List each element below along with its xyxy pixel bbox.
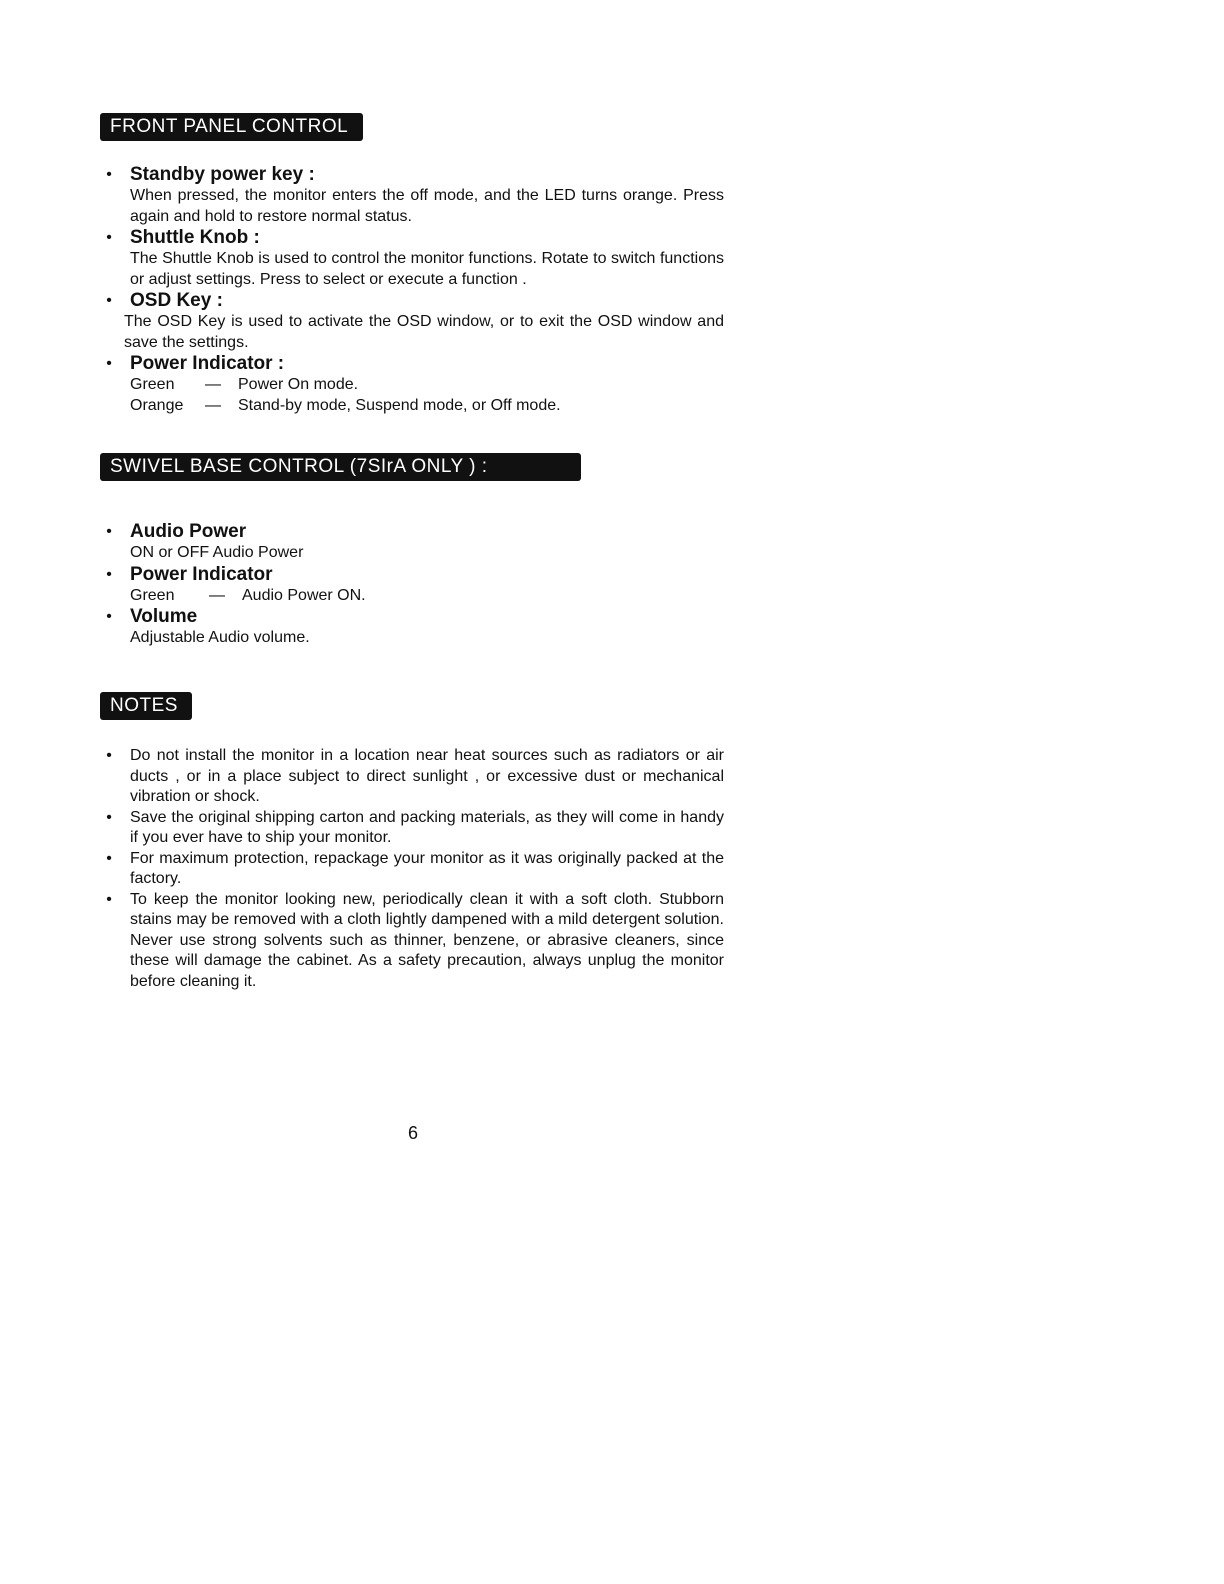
indicator-label: Orange bbox=[130, 396, 184, 414]
list-item-note bbox=[104, 890, 724, 993]
swivel-base-list bbox=[104, 521, 724, 649]
indicator-desc: Audio Power ON. bbox=[242, 586, 366, 604]
bullet-icon: • bbox=[106, 890, 112, 908]
item-title: Power Indicator bbox=[130, 563, 273, 585]
dash: — bbox=[209, 586, 225, 604]
bullet-icon: • bbox=[106, 849, 112, 867]
note-text: Save the original shipping carton and packing materials, as they will come in handy if you ever have to ship your monitor. bbox=[130, 808, 724, 846]
dash: — bbox=[205, 396, 221, 414]
item-text: ON or OFF Audio Power bbox=[130, 544, 304, 561]
section-header-front-panel: FRONT PANEL CONTROL bbox=[100, 113, 363, 141]
section-header-swivel-base: SWIVEL BASE CONTROL (7SIrA ONLY ) : bbox=[100, 453, 581, 481]
indicator-row bbox=[130, 375, 724, 396]
bullet-icon: • bbox=[106, 808, 112, 826]
list-item-standby bbox=[104, 164, 724, 227]
page-number: 6 bbox=[407, 1123, 418, 1143]
indicator-desc: Power On mode. bbox=[238, 376, 359, 393]
item-title: OSD Key : bbox=[130, 290, 223, 311]
list-item-volume bbox=[104, 606, 724, 649]
item-title: Volume bbox=[130, 606, 198, 627]
list-item-power-indicator bbox=[104, 564, 724, 607]
section-header-notes: NOTES bbox=[100, 692, 192, 720]
bullet-icon: • bbox=[106, 292, 112, 309]
list-item-note bbox=[104, 808, 724, 849]
bullet-icon: • bbox=[106, 166, 112, 183]
item-title: Power Indicator : bbox=[130, 353, 285, 374]
bullet-icon: • bbox=[106, 747, 112, 764]
list-item-audio-power bbox=[104, 521, 724, 564]
indicator-row bbox=[130, 396, 724, 417]
item-text: Adjustable Audio volume. bbox=[130, 629, 310, 646]
indicator-row bbox=[130, 586, 724, 607]
bullet-icon: • bbox=[106, 565, 112, 583]
bullet-icon: • bbox=[106, 523, 112, 540]
list-item-note bbox=[104, 849, 724, 890]
item-title: Audio Power bbox=[130, 521, 247, 542]
item-text: The OSD Key is used to activate the OSD window, or to exit the OSD window and save the settings. bbox=[124, 313, 724, 351]
item-text: When pressed, the monitor enters the off mode, and the LED turns orange. Press again and hold to restore normal status. bbox=[130, 187, 724, 225]
bullet-icon: • bbox=[106, 608, 112, 625]
item-text: The Shuttle Knob is used to control the monitor functions. Rotate to switch functions or adjust settings. Press to select or execute a function . bbox=[130, 250, 724, 288]
bullet-icon: • bbox=[106, 229, 112, 246]
dash: — bbox=[205, 376, 221, 393]
item-title: Shuttle Knob : bbox=[130, 227, 260, 248]
indicator-label: Green bbox=[130, 586, 175, 604]
item-title: Standby power key : bbox=[130, 164, 315, 185]
note-text: Do not install the monitor in a location near heat sources such as radiators or air ducts , or in a place subject to direct sunlight , or excessive dust or mechanical vibration or shock. bbox=[130, 747, 724, 805]
bullet-icon: • bbox=[106, 355, 112, 372]
note-text: To keep the monitor looking new, periodically clean it with a soft cloth. Stubborn stains may be removed with a cloth lightly dampened with a mild detergent solution. Never use strong solvents such as thinner, benzene, or abrasive cleaners, since these will damage the cabinet. As a safety precaution, always unplug the monitor before cleaning it. bbox=[130, 890, 724, 990]
list-item-note bbox=[104, 746, 724, 808]
indicator-desc: Stand-by mode, Suspend mode, or Off mode. bbox=[238, 396, 561, 414]
note-text: For maximum protection, repackage your monitor as it was originally packed at the factory. bbox=[130, 849, 724, 887]
notes-list bbox=[104, 746, 724, 992]
front-panel-list bbox=[104, 164, 724, 416]
list-item-shuttle bbox=[104, 227, 724, 290]
list-item-power-indicator bbox=[104, 353, 724, 416]
indicator-label: Green bbox=[130, 376, 175, 393]
list-item-osd bbox=[104, 290, 724, 353]
